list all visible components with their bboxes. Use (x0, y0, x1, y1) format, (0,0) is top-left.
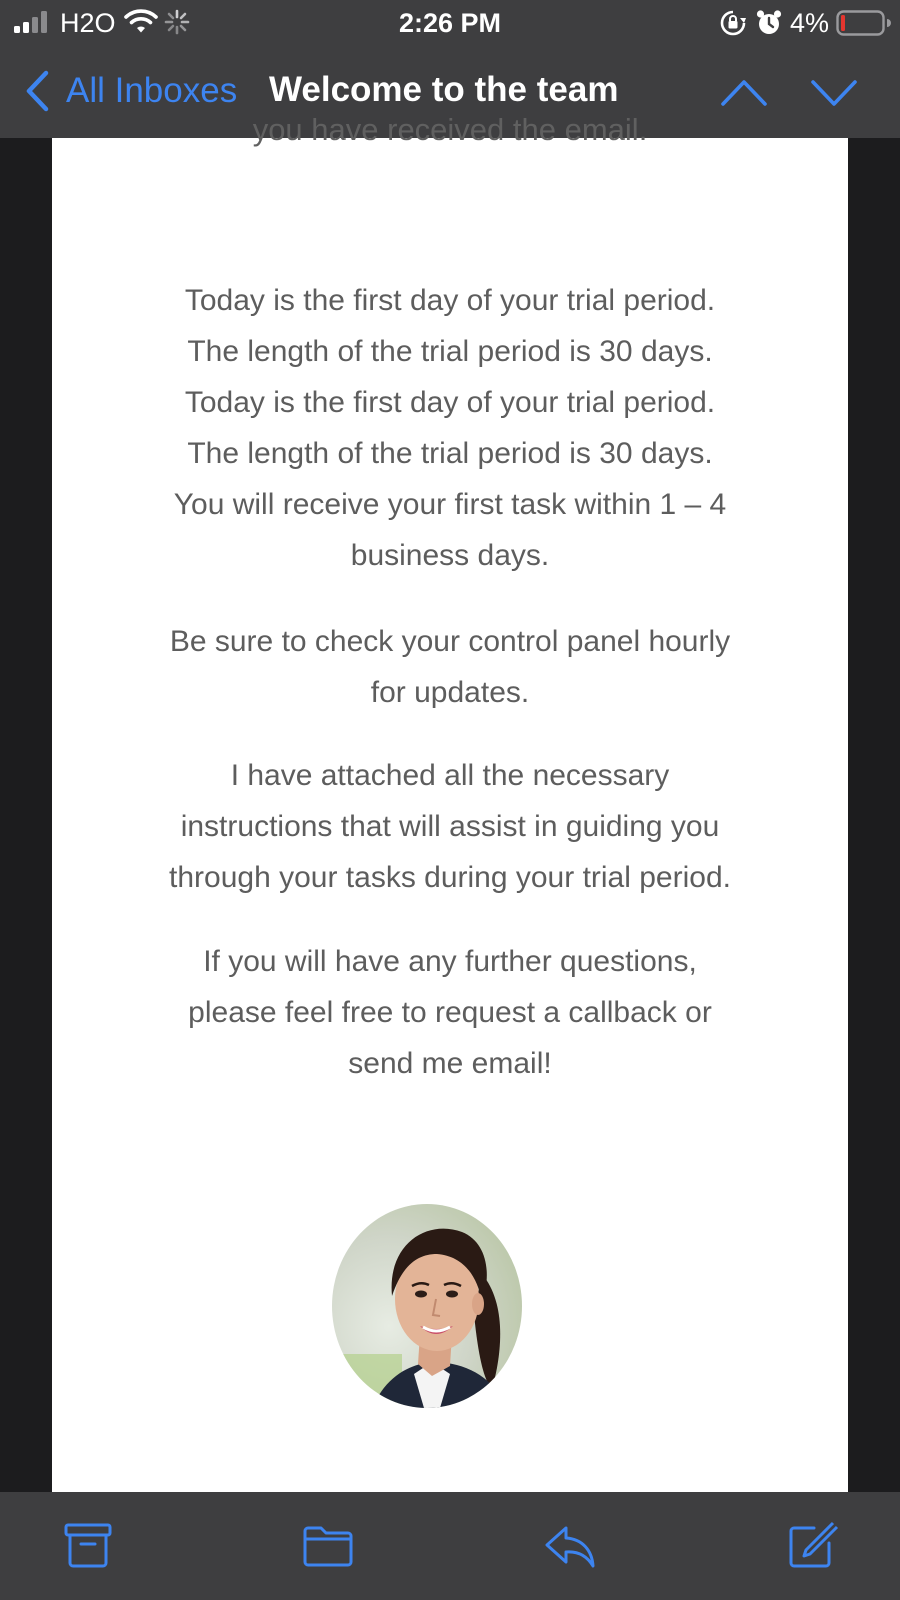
compose-button[interactable] (786, 1520, 838, 1570)
reply-icon (544, 1520, 596, 1570)
archive-icon (62, 1520, 114, 1570)
paragraph-instructions: I have attached all the necessary instructions that will assist in guiding you through your tasks during your trial period. (169, 759, 731, 894)
email-body (52, 112, 848, 1492)
chevron-up-icon[interactable] (720, 70, 768, 116)
orientation-lock-icon (720, 10, 746, 36)
compose-icon (786, 1520, 838, 1570)
sender-avatar (332, 1204, 522, 1408)
folder-icon (302, 1520, 354, 1570)
battery-percent: 4% (790, 8, 830, 38)
paragraph-trial-period: Today is the first day of your trial period. The length of the trial period is 30 days. Today is the first day of your trial period. The length of the trial period is 30 days. You will receive your first task within 1 – 4 business days. (173, 284, 727, 572)
email-subject-title: Welcome to the team (269, 70, 619, 109)
battery-icon (836, 10, 892, 36)
bottom-toolbar (0, 1492, 900, 1600)
reply-button[interactable] (544, 1520, 596, 1570)
chevron-left-icon (24, 70, 50, 112)
cut-off-text-line: you have received the email. (252, 112, 648, 147)
carrier-name: H2O (60, 8, 116, 38)
move-to-folder-button[interactable] (302, 1520, 354, 1570)
back-button-label: All Inboxes (66, 71, 238, 110)
status-time: 2:26 PM (398, 8, 502, 38)
alarm-icon (756, 9, 782, 37)
chevron-down-icon[interactable] (810, 70, 858, 116)
paragraph-questions: If you will have any further questions, please feel free to request a callback or send me email! (188, 945, 712, 1080)
archive-button[interactable] (62, 1520, 114, 1570)
paragraph-control-panel: Be sure to check your control panel hourly for updates. (169, 625, 731, 709)
back-button[interactable] (24, 68, 237, 114)
email-scroll-area[interactable] (0, 112, 900, 1492)
status-bar (0, 0, 900, 48)
